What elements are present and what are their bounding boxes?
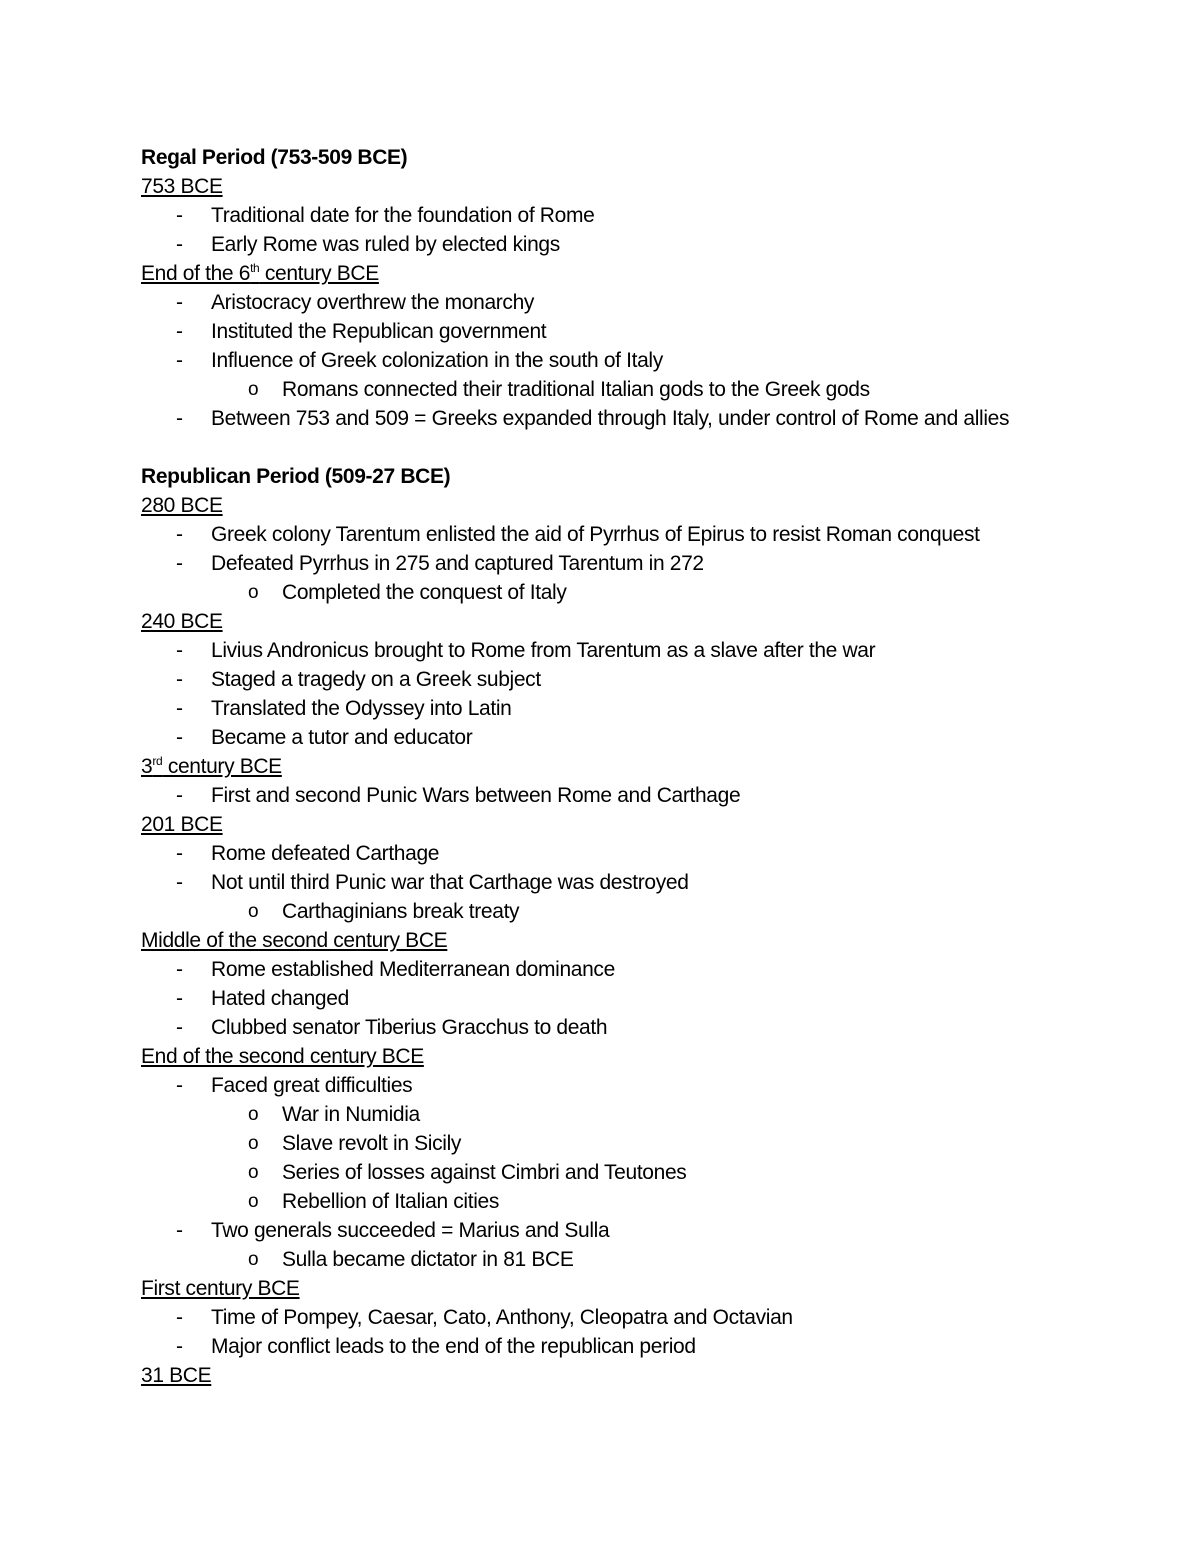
sub-bullet-item xyxy=(141,1245,1141,1274)
bullet-item xyxy=(141,404,1141,433)
bullet-item xyxy=(141,1332,1141,1361)
dash-bullet-icon: - xyxy=(176,349,183,372)
blank-line xyxy=(141,433,1141,462)
item-text: Became a tutor and educator xyxy=(211,726,473,749)
item-text: Traditional date for the foundation of Rome xyxy=(211,204,595,227)
item-text: Faced great difficulties xyxy=(211,1074,413,1097)
bullet-item xyxy=(141,839,1141,868)
item-text: Early Rome was ruled by elected kings xyxy=(211,233,560,256)
item-text: Romans connected their traditional Italian gods to the Greek gods xyxy=(282,378,870,401)
dash-bullet-icon: - xyxy=(176,1016,183,1039)
bullet-item xyxy=(141,723,1141,752)
circle-bullet-icon: o xyxy=(248,1162,259,1183)
circle-bullet-icon: o xyxy=(248,1104,259,1125)
item-text: Instituted the Republican government xyxy=(211,320,547,343)
dash-bullet-icon: - xyxy=(176,1074,183,1097)
item-text: Hated changed xyxy=(211,987,349,1010)
section-heading: Regal Period (753-509 BCE) xyxy=(141,146,408,169)
dash-bullet-icon: - xyxy=(176,668,183,691)
circle-bullet-icon: o xyxy=(248,379,259,400)
item-text: Carthaginians break treaty xyxy=(282,900,520,923)
item-text: Completed the conquest of Italy xyxy=(282,581,567,604)
bullet-item xyxy=(141,549,1141,578)
bullet-item xyxy=(141,781,1141,810)
circle-bullet-icon: o xyxy=(248,901,259,922)
item-text: Rome established Mediterranean dominance xyxy=(211,958,615,981)
bullet-item xyxy=(141,694,1141,723)
dash-bullet-icon: - xyxy=(176,204,183,227)
dash-bullet-icon: - xyxy=(176,523,183,546)
date-heading: 753 BCE xyxy=(141,175,223,198)
bullet-item xyxy=(141,201,1141,230)
circle-bullet-icon: o xyxy=(248,1249,259,1270)
bullet-item xyxy=(141,665,1141,694)
item-text: Sulla became dictator in 81 BCE xyxy=(282,1248,574,1271)
item-text: Staged a tragedy on a Greek subject xyxy=(211,668,541,691)
dash-bullet-icon: - xyxy=(176,291,183,314)
item-text: Major conflict leads to the end of the republican period xyxy=(211,1335,696,1358)
item-text: Two generals succeeded = Marius and Sulla xyxy=(211,1219,610,1242)
item-text: Between 753 and 509 = Greeks expanded through Italy, under control of Rome and allies xyxy=(211,407,1010,430)
dash-bullet-icon: - xyxy=(176,639,183,662)
item-text: Rome defeated Carthage xyxy=(211,842,440,865)
item-text: First and second Punic Wars between Rome and Carthage xyxy=(211,784,741,807)
sub-bullet-item xyxy=(141,1158,1141,1187)
item-text: Aristocracy overthrew the monarchy xyxy=(211,291,535,314)
date-heading-text: 3 xyxy=(141,755,153,778)
item-text: Rebellion of Italian cities xyxy=(282,1190,500,1213)
ordinal-superscript: rd xyxy=(152,754,163,768)
date-heading: First century BCE xyxy=(141,1277,300,1300)
sub-bullet-item xyxy=(141,897,1141,926)
bullet-item xyxy=(141,230,1141,259)
bullet-item xyxy=(141,288,1141,317)
circle-bullet-icon: o xyxy=(248,582,259,603)
ordinal-superscript: th xyxy=(250,261,260,275)
date-heading: 201 BCE xyxy=(141,813,223,836)
item-text: Influence of Greek colonization in the south of Italy xyxy=(211,349,663,372)
dash-bullet-icon: - xyxy=(176,1219,183,1242)
dash-bullet-icon: - xyxy=(176,1335,183,1358)
date-heading-text: century BCE xyxy=(259,262,379,285)
date-heading: End of the second century BCE xyxy=(141,1045,424,1068)
bullet-item xyxy=(141,1071,1141,1100)
item-text: Time of Pompey, Caesar, Cato, Anthony, Cleopatra and Octavian xyxy=(211,1306,793,1329)
sub-bullet-item xyxy=(141,1129,1141,1158)
sub-bullet-item xyxy=(141,1187,1141,1216)
date-heading: 280 BCE xyxy=(141,494,223,517)
bullet-item xyxy=(141,1013,1141,1042)
bullet-item xyxy=(141,984,1141,1013)
date-heading: 240 BCE xyxy=(141,610,223,633)
item-text: Clubbed senator Tiberius Gracchus to death xyxy=(211,1016,608,1039)
circle-bullet-icon: o xyxy=(248,1191,259,1212)
item-text: War in Numidia xyxy=(282,1103,420,1126)
bullet-item xyxy=(141,1216,1141,1245)
sub-bullet-item xyxy=(141,1100,1141,1129)
date-heading xyxy=(141,752,1141,781)
item-text: Livius Andronicus brought to Rome from Tarentum as a slave after the war xyxy=(211,639,876,662)
dash-bullet-icon: - xyxy=(176,697,183,720)
dash-bullet-icon: - xyxy=(176,958,183,981)
dash-bullet-icon: - xyxy=(176,842,183,865)
dash-bullet-icon: - xyxy=(176,233,183,256)
date-heading: 31 BCE xyxy=(141,1364,212,1387)
bullet-item xyxy=(141,346,1141,375)
dash-bullet-icon: - xyxy=(176,871,183,894)
date-heading-text: End of the 6 xyxy=(141,262,251,285)
dash-bullet-icon: - xyxy=(176,407,183,430)
dash-bullet-icon: - xyxy=(176,320,183,343)
sub-bullet-item xyxy=(141,375,1141,404)
bullet-item xyxy=(141,520,1141,549)
bullet-item xyxy=(141,955,1141,984)
circle-bullet-icon: o xyxy=(248,1133,259,1154)
date-heading-text: century BCE xyxy=(162,755,282,778)
date-heading: Middle of the second century BCE xyxy=(141,929,448,952)
item-text: Slave revolt in Sicily xyxy=(282,1132,462,1155)
dash-bullet-icon: - xyxy=(176,784,183,807)
bullet-item xyxy=(141,868,1141,897)
dash-bullet-icon: - xyxy=(176,726,183,749)
item-text: Series of losses against Cimbri and Teutones xyxy=(282,1161,687,1184)
item-text: Greek colony Tarentum enlisted the aid of Pyrrhus of Epirus to resist Roman conquest xyxy=(211,523,980,546)
date-heading xyxy=(141,259,1141,288)
item-text: Not until third Punic war that Carthage was destroyed xyxy=(211,871,689,894)
document-page xyxy=(141,143,1141,1390)
dash-bullet-icon: - xyxy=(176,987,183,1010)
dash-bullet-icon: - xyxy=(176,1306,183,1329)
bullet-item xyxy=(141,317,1141,346)
bullet-item xyxy=(141,636,1141,665)
section-heading: Republican Period (509-27 BCE) xyxy=(141,465,451,488)
sub-bullet-item xyxy=(141,578,1141,607)
item-text: Translated the Odyssey into Latin xyxy=(211,697,512,720)
dash-bullet-icon: - xyxy=(176,552,183,575)
item-text: Defeated Pyrrhus in 275 and captured Tarentum in 272 xyxy=(211,552,704,575)
bullet-item xyxy=(141,1303,1141,1332)
